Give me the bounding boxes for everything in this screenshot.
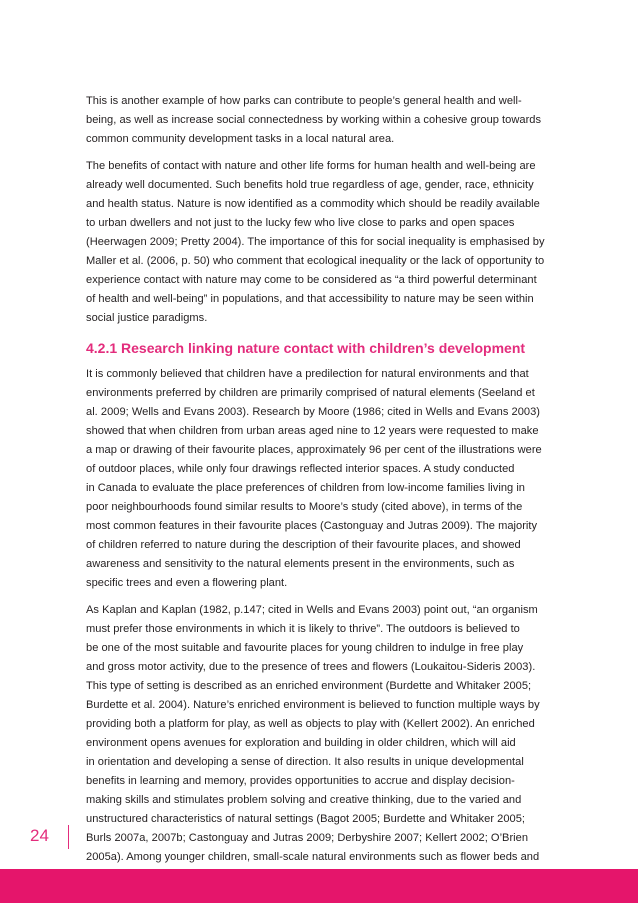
text-line: in orientation and developing a sense of direction. It also results in unique developmental bbox=[86, 756, 524, 768]
section-paragraphs bbox=[86, 365, 586, 905]
text-line: The benefits of contact with nature and other life forms for human health and well-being are bbox=[86, 160, 536, 172]
text-line: benefits in learning and memory, provides opportunities to accrue and display decision- bbox=[86, 775, 515, 787]
page-number-divider bbox=[68, 825, 69, 849]
text-line: poor neighbourhoods found similar results to Moore’s study (cited above), in terms of the bbox=[86, 501, 523, 513]
text-line: of children referred to nature during the description of their favourite places, and showed bbox=[86, 539, 521, 551]
text-line: 2005a). Among younger children, small-scale natural environments such as flower beds and bbox=[86, 851, 540, 863]
text-line: Maller et al. (2006, p. 50) who comment that ecological inequality or the lack of opportunity to bbox=[86, 255, 545, 267]
footer-color-band bbox=[0, 869, 638, 903]
text-line: be one of the most suitable and favourite places for young children to indulge in free play bbox=[86, 642, 524, 654]
text-line: providing both a platform for play, as well as objects to play with (Kellert 2002). An enriched bbox=[86, 718, 535, 730]
text-line: environment opens avenues for exploration and building in older children, which will aid bbox=[86, 737, 516, 749]
paragraph bbox=[86, 92, 586, 149]
text-line: al. 2009; Wells and Evans 2003). Research by Moore (1986; cited in Wells and Evans 2003) bbox=[86, 406, 540, 418]
text-line: and health status. Nature is now identified as a commodity which should be readily available bbox=[86, 198, 540, 210]
text-line: of health and well-being” in populations, and that accessibility to nature may be seen within bbox=[86, 293, 534, 305]
text-line: (Heerwagen 2009; Pretty 2004). The importance of this for social inequality is emphasised by bbox=[86, 236, 545, 248]
text-line: environments preferred by children are primarily comprised of natural elements (Seeland et bbox=[86, 387, 535, 399]
text-line: awareness and sensitivity to the natural elements present in the environments, such as bbox=[86, 558, 515, 570]
section-heading: 4.2.1 Research linking nature contact with children’s development bbox=[86, 340, 526, 356]
text-line: unstructured characteristics of natural settings (Bagot 2005; Burdette and Whitaker 2005; bbox=[86, 813, 525, 825]
body-content bbox=[86, 92, 586, 913]
text-line: most common features in their favourite places (Castonguay and Jutras 2009). The majority bbox=[86, 520, 538, 532]
text-line: social justice paradigms. bbox=[86, 312, 208, 324]
text-line: experience contact with nature may come to be considered as “a third powerful determinant bbox=[86, 274, 537, 286]
text-line: being, as well as increase social connectedness by working within a cohesive group towards bbox=[86, 114, 542, 126]
text-line: common community development tasks in a local natural area. bbox=[86, 133, 395, 145]
paragraph bbox=[86, 601, 586, 905]
text-line: This is another example of how parks can contribute to people’s general health and well- bbox=[86, 95, 522, 107]
text-line: showed that when children from urban areas aged nine to 12 years were requested to make bbox=[86, 425, 539, 437]
paragraph bbox=[86, 365, 586, 593]
text-line: making skills and stimulates problem solving and creative thinking, due to the varied and bbox=[86, 794, 522, 806]
text-line: must prefer those environments in which it is likely to thrive”. The outdoors is believed to bbox=[86, 623, 520, 635]
text-line: in Canada to evaluate the place preferences of children from low-income families living in bbox=[86, 482, 525, 494]
text-line: Burdette et al. 2004). Nature’s enriched environment is believed to function multiple ways by bbox=[86, 699, 540, 711]
intro-paragraphs bbox=[86, 92, 586, 328]
text-line: As Kaplan and Kaplan (1982, p.147; cited in Wells and Evans 2003) point out, “an organism bbox=[86, 604, 538, 616]
text-line: This type of setting is described as an enriched environment (Burdette and Whitaker 2005; bbox=[86, 680, 532, 692]
paragraph bbox=[86, 157, 586, 328]
text-line: Burls 2007a, 2007b; Castonguay and Jutras 2009; Derbyshire 2007; Kellert 2002; O’Brien bbox=[86, 832, 529, 844]
page-number: 24 bbox=[30, 826, 49, 845]
text-line: and gross motor activity, due to the presence of trees and flowers (Loukaitou-Sideris 2003). bbox=[86, 661, 536, 673]
text-line: specific trees and even a flowering plant. bbox=[86, 577, 288, 589]
text-line: a map or drawing of their favourite places, approximately 96 per cent of the illustrations were bbox=[86, 444, 542, 456]
text-line: of outdoor places, while only four drawings reflected interior spaces. A study conducted bbox=[86, 463, 515, 475]
text-line: It is commonly believed that children have a predilection for natural environments and that bbox=[86, 368, 529, 380]
text-line: already well documented. Such benefits hold true regardless of age, gender, race, ethnicity bbox=[86, 179, 534, 191]
text-line: to urban dwellers and not just to the lucky few who live close to parks and open spaces bbox=[86, 217, 515, 229]
